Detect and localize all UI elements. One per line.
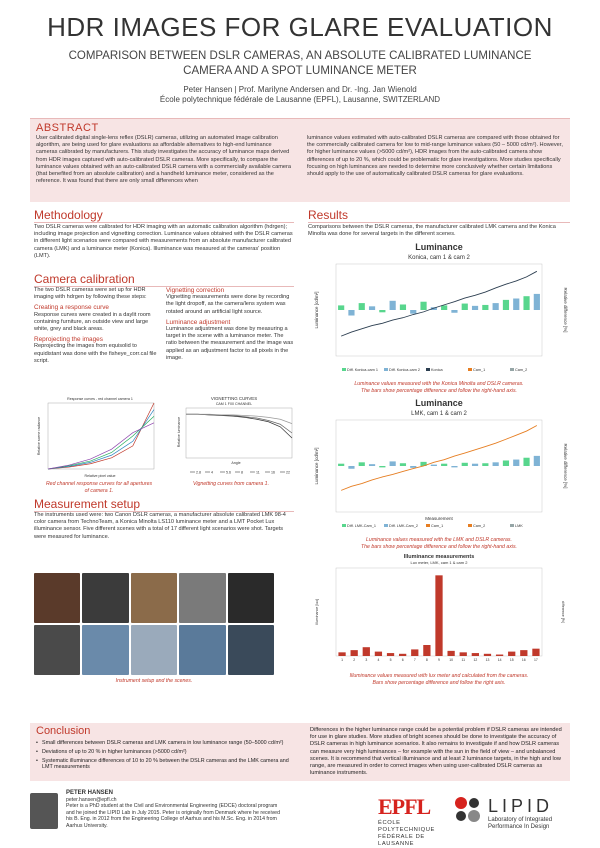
- epfl-sub-1: ÉCOLE POLYTECHNIQUE: [378, 820, 435, 833]
- diff-bar: [338, 464, 344, 466]
- diff-bar: [472, 306, 478, 310]
- conclusion-section: [30, 723, 570, 781]
- scene-photo-grid: [34, 573, 274, 675]
- poster-title: HDR IMAGES FOR GLARE EVALUATION: [47, 12, 553, 42]
- illuminance-bar: [484, 654, 491, 656]
- scene-photo: [82, 625, 128, 675]
- illuminance-tick-label: 3: [365, 658, 368, 662]
- response-caption-line-2: of camera 1.: [84, 487, 114, 494]
- diff-bar: [338, 305, 344, 310]
- chart1-subtitle: Konica, cam 1 & cam 2: [408, 255, 470, 261]
- vignetting-caption: Vignetting curves from camera 1.: [192, 481, 270, 487]
- scene-photo: [131, 573, 177, 623]
- diff-bar: [534, 294, 540, 310]
- diff-bar: [493, 462, 499, 466]
- results-heading: Results: [308, 208, 570, 223]
- diff-bar: [451, 310, 457, 313]
- vignetting-series-line: [186, 414, 292, 438]
- chart3-ylabel: Illuminance [lux]: [315, 599, 319, 625]
- chart2-legend: [342, 524, 523, 528]
- chart2-caption: [308, 537, 570, 550]
- calibration-right-col: [166, 287, 294, 362]
- vignetting-chart-lines: [186, 414, 292, 438]
- chart1-legend: [342, 368, 527, 372]
- author-photo: [30, 793, 58, 829]
- lipid-logo-text: LIPID: [488, 796, 554, 816]
- response-curve-caption: [34, 481, 164, 494]
- chart3-caption-line-2: Bars show percentage difference and follow the right axis.: [372, 679, 506, 686]
- response-chart-lines: [48, 403, 154, 469]
- scene-photo: [34, 573, 80, 623]
- measurement-caption: Instrument setup and the scenes.: [115, 678, 193, 684]
- chart2-y2label: Relative difference [%]: [563, 443, 568, 489]
- legend-label: Cam_1: [431, 524, 444, 528]
- chart1-caption-line-2: The bars show percentage difference and follow the right-hand axis.: [360, 387, 517, 394]
- response-curve-chart: [36, 394, 160, 478]
- chart2-subtitle: LMK, cam 1 & cam 2: [411, 411, 467, 417]
- response-series-line: [48, 423, 154, 469]
- diff-bar: [523, 458, 529, 466]
- vignetting-heading: Vignetting correction: [166, 287, 225, 294]
- diff-bar: [420, 302, 426, 310]
- diff-bar: [451, 466, 457, 467]
- vignetting-chart-title: VIGNETTING CURVES: [210, 396, 258, 401]
- abstract-section: [30, 118, 570, 202]
- diff-bar: [431, 465, 437, 466]
- diff-bar: [441, 464, 447, 466]
- legend-swatch: [384, 524, 388, 527]
- legend-label: Diff. Konica-cam 1: [347, 368, 378, 372]
- reprojection-text: Reprojecting the images from equisolid to equidistant was done with the fisheye_corr.cal file script.: [34, 343, 157, 364]
- diff-bar: [400, 304, 406, 310]
- illuminance-tick-label: 13: [485, 658, 490, 662]
- illuminance-tick-label: 17: [534, 658, 538, 662]
- legend-swatch: [342, 524, 346, 527]
- illuminance-bar: [508, 652, 515, 656]
- legend-swatch: [342, 368, 346, 371]
- epfl-sub-2: FÉDÉRALE DE LAUSANNE: [378, 834, 425, 847]
- measurement-text: The instruments used were: two Canon DSLR cameras, a manufacturer absolute calibrated LMK 98-4 color camera from TechnoTeam, a Konica Minolta LS110 luminance meter and a LMT Pocket Lux illuminance sensor. Five different scenes with a total of 17 different light scenarios were shot. Targets were measured for luminance.: [34, 512, 286, 540]
- legend-label: Cam_2: [515, 368, 528, 372]
- chart2-title: Luminance: [415, 398, 463, 408]
- scene-photo: [82, 573, 128, 623]
- subtitle-line-2: CAMERA AND A SPOT LUMINANCE METER: [183, 65, 417, 77]
- diff-bar: [410, 310, 416, 314]
- legend-label: Diff. LMK-Cam_2: [389, 524, 419, 528]
- illuminance-tick-label: 8: [425, 658, 428, 662]
- legend-label: Diff. LMK-Cam_1: [347, 524, 377, 528]
- illuminance-tick-label: 5: [389, 658, 392, 662]
- conclusion-bullet: • Small differences between DSLR cameras and LMK camera in low luminance range (50–5000 cd/m²): [36, 740, 291, 747]
- diff-bar: [503, 460, 509, 466]
- legend-swatch: [384, 368, 388, 371]
- diff-bar: [482, 463, 488, 466]
- methodology-text: Two DSLR cameras were calibrated for HDR imaging with an automatic calibration algorithm (hdrgen); including image projection and vignetting correction. Luminance values obtained with the DSLR cameras in different light scenarios were compared with measurements from an absolute manufacturer calibrated camera (LMK) and a luminance meter (Konica). Illuminance was measured at the cameras' position (LMT).: [34, 224, 293, 259]
- vignetting-legend-label: 5.6: [226, 470, 231, 475]
- illuminance-bar: [435, 575, 442, 656]
- chart2-xlabel: Measurement: [425, 516, 453, 521]
- legend-label: Konica: [431, 368, 443, 372]
- illuminance-bar: [460, 652, 467, 656]
- diff-bar: [379, 466, 385, 467]
- diff-bar: [369, 306, 375, 310]
- epfl-logo-text: EPFL: [378, 794, 431, 819]
- chart2-ylabel: Luminance [cd/m²]: [314, 447, 319, 485]
- chart3-bars: [338, 575, 539, 662]
- illuminance-bar: [520, 650, 527, 656]
- illuminance-tick-label: 15: [509, 658, 514, 662]
- luminance-adjust-text: Luminance adjustment was done by measuring a target in the scene with a luminance meter. The ratio between the measurement and the image was applied as an adjustment factor to all pixels in the image.: [166, 326, 294, 361]
- legend-label: LMK: [515, 524, 523, 528]
- chart1-title: Luminance: [415, 242, 463, 252]
- luminance-konica-chart: [308, 240, 570, 380]
- diff-bar: [462, 463, 468, 466]
- response-chart-xlabel: Relative pixel value: [84, 474, 116, 478]
- chart3-subtitle: Lux meter, LMK, cam 1 & cam 2: [410, 560, 468, 565]
- chart2-bars: [338, 456, 540, 469]
- illuminance-tick-label: 11: [461, 658, 466, 662]
- luminance-adjust-heading: Luminance adjustment: [166, 318, 231, 326]
- illuminance-tick-label: 9: [438, 658, 440, 662]
- vignetting-chart-ylabel: Relative luminance: [177, 416, 181, 448]
- results-text: Comparisons between the DSLR cameras, the manufacturer calibrated LMK camera and the Konica Minolta was done for several targets in the different scenes.: [308, 224, 556, 238]
- author-email[interactable]: peter.hansen@epfl.ch: [66, 796, 117, 803]
- illuminance-tick-label: 10: [449, 658, 454, 662]
- author-bio-text: Peter is a PhD student at the Civil and Environmental Engineering (EDCE) doctoral program and he joined the LIPID Lab in July 2015. Peter is originally from Denmark where he received his B. Eng. in 2012 from the Engineering College of Aarhus and his M.Sc. Eng. in 2014 from Aarhus University.: [66, 803, 280, 829]
- vignetting-series-line: [186, 414, 292, 423]
- chart1-caption: [308, 381, 570, 394]
- poster-subtitle: [0, 49, 600, 79]
- response-curve-heading: Creating a response curve: [34, 304, 109, 312]
- vignetting-legend-label: 22: [286, 470, 290, 475]
- measurement-heading: Measurement setup: [34, 497, 294, 512]
- vignetting-legend-label: 2.8: [196, 470, 201, 475]
- illuminance-bar: [472, 653, 479, 656]
- legend-swatch: [510, 524, 514, 527]
- illuminance-tick-label: 2: [353, 658, 356, 662]
- luminance-lmk-chart: [308, 396, 570, 536]
- diff-bar: [359, 462, 365, 466]
- diff-bar: [462, 304, 468, 310]
- chart1-frame: [336, 264, 542, 356]
- lipid-logo: [488, 796, 598, 831]
- diff-bar: [359, 303, 365, 310]
- vignetting-legend-label: 11: [256, 470, 260, 475]
- diff-bar: [482, 305, 488, 310]
- chart1-bars: [338, 294, 540, 316]
- vignetting-legend-label: 4: [211, 470, 213, 475]
- reprojection-heading: Reprojecting the images: [34, 336, 103, 344]
- poster-header: [0, 0, 600, 105]
- diff-bar: [503, 300, 509, 310]
- illuminance-tick-label: 6: [401, 658, 404, 662]
- response-curve-text: Response curves were created in a daylit room containing furniture, an outside view and large white, grey and black areas.: [34, 311, 151, 333]
- chart3-caption-line-1: Illuminance values measured with lux meter and calculated from the cameras.: [349, 673, 529, 679]
- chart3-y2label: difference [%]: [561, 601, 565, 623]
- response-chart-title: Response curves - red channel camera 1: [67, 397, 133, 401]
- illuminance-tick-label: 7: [413, 658, 416, 662]
- legend-swatch: [426, 524, 430, 527]
- legend-swatch: [468, 368, 472, 371]
- scene-photo: [228, 573, 274, 623]
- scene-photo: [228, 625, 274, 675]
- chart1-y2label: Relative difference [%]: [563, 287, 568, 333]
- vignetting-legend-label: 16: [271, 470, 275, 475]
- calibration-heading: Camera calibration: [34, 272, 294, 287]
- vignetting-legend-label: 8: [241, 470, 243, 475]
- conclusion-heading: Conclusion: [36, 725, 91, 737]
- scene-photo: [131, 625, 177, 675]
- chart2-lines: [341, 426, 537, 491]
- chart3-title: Illuminance measurements: [403, 554, 475, 560]
- lipid-sub-2: Performance In Design: [488, 824, 550, 831]
- scene-photo: [179, 573, 225, 623]
- illuminance-tick-label: 1: [341, 658, 344, 662]
- illuminance-bar: [423, 645, 430, 656]
- lipid-sub-1: Laboratory of Integrated: [488, 817, 553, 823]
- abstract-heading: ABSTRACT: [36, 122, 99, 134]
- diff-bar: [441, 305, 447, 310]
- conclusion-bullet: • Systematic illuminance differences of 10 to 20 % between the DSLR cameras and the LMK camera and LMT measurements: [36, 758, 291, 772]
- legend-label: Diff. Konica-cam 2: [389, 368, 420, 372]
- methodology-heading: Methodology: [34, 208, 294, 223]
- epfl-logo: [378, 794, 458, 848]
- illuminance-bar: [387, 653, 394, 656]
- illuminance-tick-label: 16: [521, 658, 526, 662]
- legend-label: Cam_2: [473, 524, 486, 528]
- lipid-dots-icon: [452, 794, 482, 824]
- illuminance-bar: [399, 654, 406, 656]
- illuminance-tick-label: 14: [497, 658, 502, 662]
- chart2-caption-line-1: Luminance values measured with the LMK and DSLR cameras.: [366, 537, 512, 543]
- illuminance-tick-label: 12: [473, 658, 478, 662]
- chart2-frame: [336, 420, 542, 512]
- chart2-caption-line-2: The bars show percentage difference and follow the right-hand axis.: [360, 543, 517, 550]
- diff-bar: [369, 464, 375, 466]
- illuminance-bar: [411, 649, 418, 656]
- illuminance-bar: [375, 652, 382, 656]
- illuminance-bar: [351, 650, 358, 656]
- diff-bar: [513, 460, 519, 466]
- diff-bar: [390, 301, 396, 310]
- diff-bar: [348, 466, 354, 469]
- vignetting-text: Vignetting measurements were done by recording the light dropoff, as the camera/lens system was rotated around an artificial light source.: [166, 294, 290, 315]
- illuminance-bar: [496, 655, 503, 656]
- illuminance-bar: [447, 651, 454, 656]
- illuminance-bar: [363, 647, 370, 656]
- luminance-series-line: [341, 426, 537, 491]
- diff-bar: [400, 463, 406, 466]
- author-bio: [66, 790, 286, 830]
- conclusion-right-text: Differences in the higher luminance range could be a potential problem if DSLR cameras are intended for use in glare studies. More studies of bright scenes should be done to investigate the accuracy of DSLR cameras in high luminance scenarios. It also remains to investigate if and how DSLR cameras can measure very high luminances – for example with the sun in the field of view – and unbalanced scenes. It is recommend that vertical illuminance and at least 2 luminance targets, in the high and low range, are measured in order to correct images when using user-calibrated DSLR cameras as luminance instruments.: [310, 727, 562, 777]
- diff-bar: [523, 296, 529, 310]
- response-caption-line-1: Red channel response curves for all apertures: [45, 481, 153, 487]
- vignetting-chart: [166, 394, 296, 478]
- vignetting-chart-subtitle: CAM 1 F00 CHANNEL: [215, 402, 253, 406]
- diff-bar: [379, 310, 385, 312]
- diff-bar: [390, 461, 396, 466]
- diff-bar: [513, 299, 519, 311]
- scene-photo: [34, 625, 80, 675]
- abstract-col-1: User calibrated digital single-lens reflex (DSLR) cameras, utilizing an automated image calibration algorithm, are being used for glare evaluations as affordable alternatives to high-end luminance cameras calibrated by manufacturers. This study investigates the accuracy of luminance maps derived from HDR images captured with auto-calibrated DSLR cameras. More specifically, to compare the luminance values obtained with an auto-calibrated DSLR camera with a commercially available camera (that benefited from an absolute calibration) and a handheld luminance meter, considered as the reference. It was found that there are only small differences when: [36, 135, 291, 185]
- affiliation-line: École polytechnique fédérale de Lausanne (EPFL), Lausanne, SWITZERLAND: [159, 95, 441, 104]
- legend-label: Cam_1: [473, 368, 486, 372]
- vignetting-chart-xlabel: Angle: [231, 461, 241, 465]
- author-name: PETER HANSEN: [66, 790, 114, 796]
- response-series-line: [48, 410, 154, 469]
- calibration-left-col: [34, 287, 160, 365]
- chart3-caption: [308, 673, 570, 686]
- authors-block: [0, 85, 600, 105]
- chart1-caption-line-1: Luminance values measured with the Konica Minolta and DSLR cameras.: [354, 381, 524, 387]
- legend-swatch: [468, 524, 472, 527]
- subtitle-line-1: COMPARISON BETWEEN DSLR CAMERAS, AN ABSOLUTE CALIBRATED LUMINANCE: [68, 50, 532, 62]
- response-chart-ylabel: Relative scene radiance: [37, 416, 41, 456]
- diff-bar: [534, 456, 540, 466]
- calibration-intro: The two DSLR cameras were set up for HDR imaging with hdrgen by following these steps:: [34, 287, 147, 301]
- conclusion-bullets: [36, 740, 291, 773]
- diff-bar: [472, 464, 478, 466]
- illuminance-chart: [308, 552, 570, 672]
- poster-footer: [0, 790, 600, 848]
- scene-photo: [179, 625, 225, 675]
- illuminance-tick-label: 4: [377, 658, 380, 662]
- diff-bar: [493, 303, 499, 310]
- conclusion-bullet: • Deviations of up to 20 % in higher luminances (>5000 cd/m²): [36, 749, 291, 756]
- chart1-ylabel: Luminance [cd/m²]: [314, 291, 319, 329]
- abstract-col-2: luminance values estimated with auto-calibrated DSLR cameras are compared with those obtained for the commercially calibrated camera for low to mid-range luminance values (50 – 5000 cd/m²). However, for higher luminance values (>5000 cd/m²), HDR images from the auto-calibrated camera show differences of up to 20 %, which could be problematic for glare investigations. More studies specifically focusing on high luminances are needed to determine more conclusively whether certain limitations should apply to the use of automatically calibrated DSLR cameras for glare evaluations.: [307, 135, 563, 178]
- vignetting-chart-legend: [190, 471, 290, 475]
- diff-bar: [348, 310, 354, 316]
- legend-swatch: [426, 368, 430, 371]
- illuminance-bar: [338, 652, 345, 656]
- legend-swatch: [510, 368, 514, 371]
- authors-line: Peter Hansen | Prof. Marilyne Andersen and Dr. -Ing. Jan Wienold: [183, 85, 417, 94]
- illuminance-bar: [532, 649, 539, 656]
